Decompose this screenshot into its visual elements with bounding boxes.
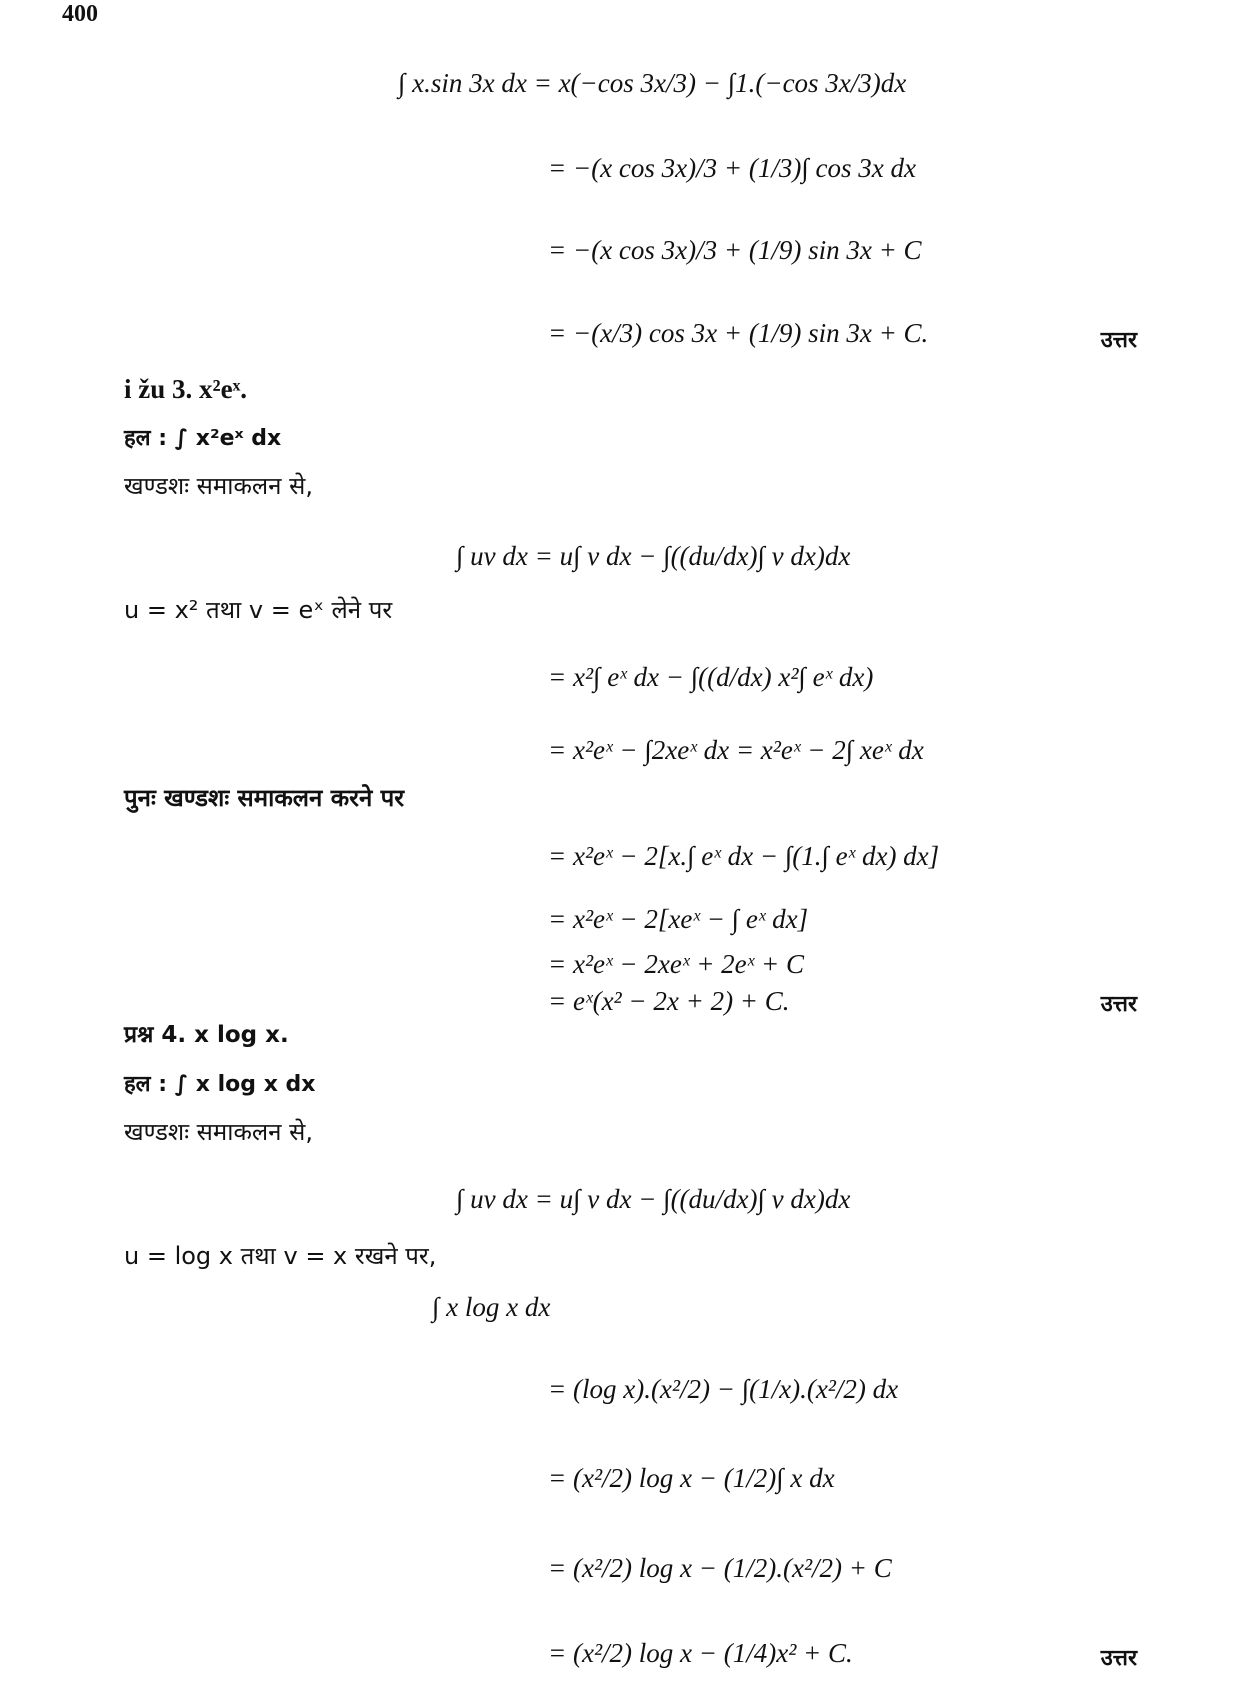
q4-answer-label: उत्तर <box>1100 1646 1137 1671</box>
q3-answer-label: उत्तर <box>1100 992 1137 1017</box>
q3-step-1: = x²∫ eˣ dx − ∫((d/dx) x²∫ eˣ dx) <box>548 662 874 692</box>
q4-step-4: = (x²/2) log x − (1/4)x² + C. <box>548 1638 853 1668</box>
q4-substitution: u = log x तथा v = x रखने पर, <box>124 1242 437 1270</box>
q3-method: खण्डशः समाकलन से, <box>124 472 313 500</box>
q3-step-2: = x²eˣ − ∫2xeˣ dx = x²eˣ − 2∫ xeˣ dx <box>548 735 924 765</box>
q3-heading: i žu 3. x²eˣ. <box>124 374 248 404</box>
q3-solution: हल : ∫ x²eˣ dx <box>124 426 282 451</box>
q3-formula: ∫ uv dx = u∫ v dx − ∫((du/dx)∫ v dx)dx <box>456 541 851 571</box>
q3-step-3: = x²eˣ − 2[x.∫ eˣ dx − ∫(1.∫ eˣ dx) dx] <box>548 841 940 871</box>
q2-line-4: = −(x/3) cos 3x + (1/9) sin 3x + C. <box>548 318 929 348</box>
q3-step-5: = x²eˣ − 2xeˣ + 2eˣ + C <box>548 949 805 979</box>
q2-line-1: ∫ x.sin 3x dx = x(−cos 3x/3) − ∫1.(−cos 3x/3)dx <box>398 68 907 98</box>
q4-solution: हल : ∫ x log x dx <box>124 1072 316 1097</box>
q4-step-2: = (x²/2) log x − (1/2)∫ x dx <box>548 1463 835 1493</box>
q2-line-2: = −(x cos 3x)/3 + (1/3)∫ cos 3x dx <box>548 153 916 183</box>
q4-method: खण्डशः समाकलन से, <box>124 1118 313 1146</box>
q4-step-3: = (x²/2) log x − (1/2).(x²/2) + C <box>548 1553 892 1583</box>
q4-integral: ∫ x log x dx <box>432 1292 551 1322</box>
q4-formula: ∫ uv dx = u∫ v dx − ∫((du/dx)∫ v dx)dx <box>456 1184 851 1214</box>
q4-step-1: = (log x).(x²/2) − ∫(1/x).(x²/2) dx <box>548 1374 899 1404</box>
q3-substitution: u = x² तथा v = eˣ लेने पर <box>124 596 393 624</box>
q2-answer-label: उत्तर <box>1100 328 1137 353</box>
q3-again: पुनः खण्डशः समाकलन करने पर <box>124 784 405 812</box>
q4-heading: प्रश्न 4. x log x. <box>124 1022 289 1048</box>
page-number: 400 <box>62 1 98 27</box>
q3-step-6: = eˣ(x² − 2x + 2) + C. <box>548 986 790 1016</box>
q2-line-3: = −(x cos 3x)/3 + (1/9) sin 3x + C <box>548 235 922 265</box>
q3-step-4: = x²eˣ − 2[xeˣ − ∫ eˣ dx] <box>548 904 809 934</box>
